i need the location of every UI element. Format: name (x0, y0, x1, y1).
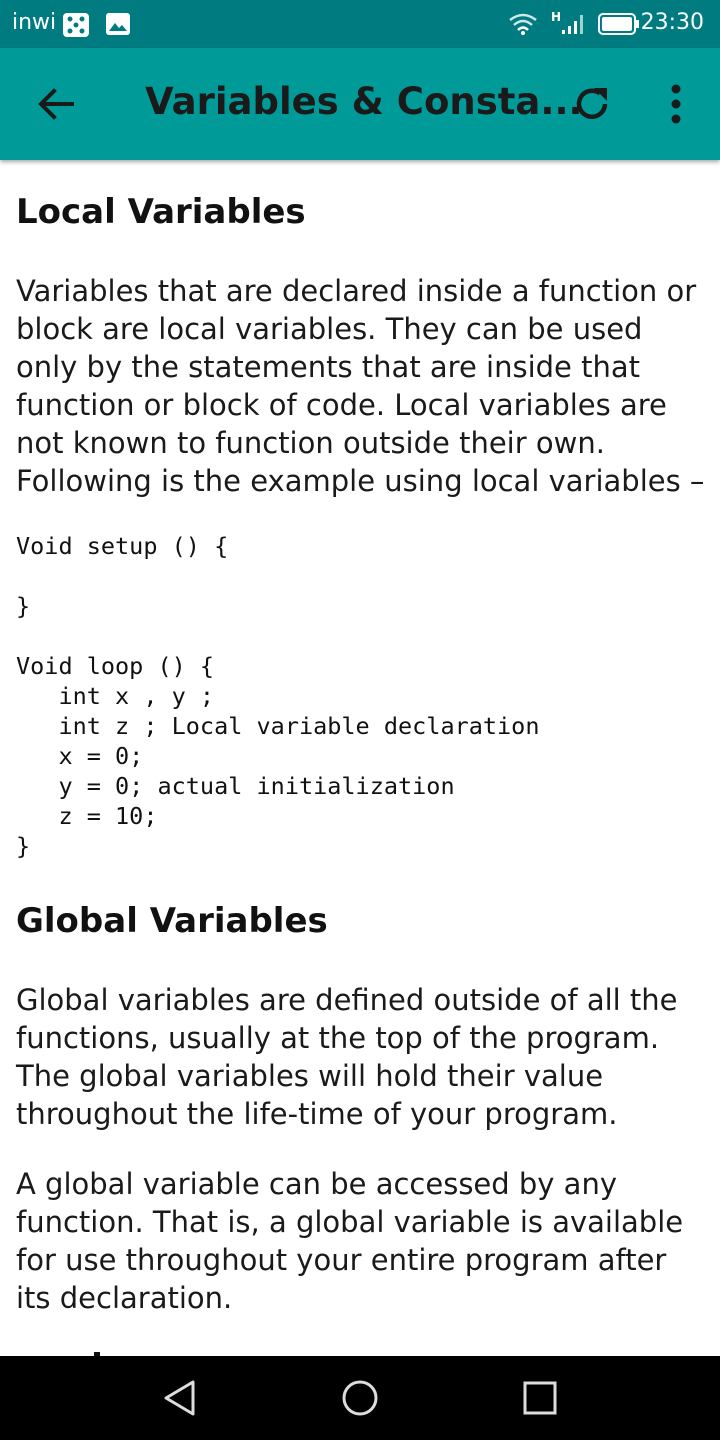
dice-icon (62, 12, 90, 38)
navigation-bar (0, 1356, 720, 1440)
recents-square-icon[interactable] (520, 1378, 560, 1418)
global-variables-paragraph-1: Global variables are defined outside of all the functions, usually at the top of the program. The global variables will hold their value throughout the life-time of your program. (16, 983, 678, 1131)
local-variables-paragraph: Variables that are declared inside a function or block are local variables. They can be used only by the statements that are inside that function or block of code. Local variables are not known to function outside their own. Following is the example using local variables – (16, 274, 705, 498)
carrier-name: inwi (12, 10, 57, 35)
status-bar (0, 0, 720, 48)
network-type: H (551, 10, 562, 24)
article-content[interactable] (16, 160, 706, 1356)
global-variables-paragraph-2: A global variable can be accessed by any function. That is, a global variable is available for use throughout your entire program after its declaration. (16, 1167, 684, 1315)
home-circle-icon[interactable] (340, 1378, 380, 1418)
back-triangle-icon[interactable] (160, 1378, 200, 1418)
clipped-text-fragment (76, 1346, 116, 1356)
app-bar (0, 48, 720, 160)
image-icon (105, 12, 131, 36)
wifi-icon (508, 12, 538, 36)
section-heading-global: Global Variables (16, 901, 328, 941)
clock: 23:30 (640, 10, 704, 35)
more-options-button[interactable] (660, 82, 692, 126)
back-button[interactable] (34, 82, 78, 126)
section-heading-local: Local Variables (16, 192, 306, 232)
signal-icon (560, 12, 588, 36)
page-title: Variables & Consta... (145, 80, 583, 123)
battery-icon (598, 13, 640, 35)
refresh-button[interactable] (570, 82, 614, 126)
code-example: Void setup () { } Void loop () { int x , y ; int z ; Local variable declaration x = 0; y = 0; actual initialization z = 10; } (16, 532, 540, 860)
